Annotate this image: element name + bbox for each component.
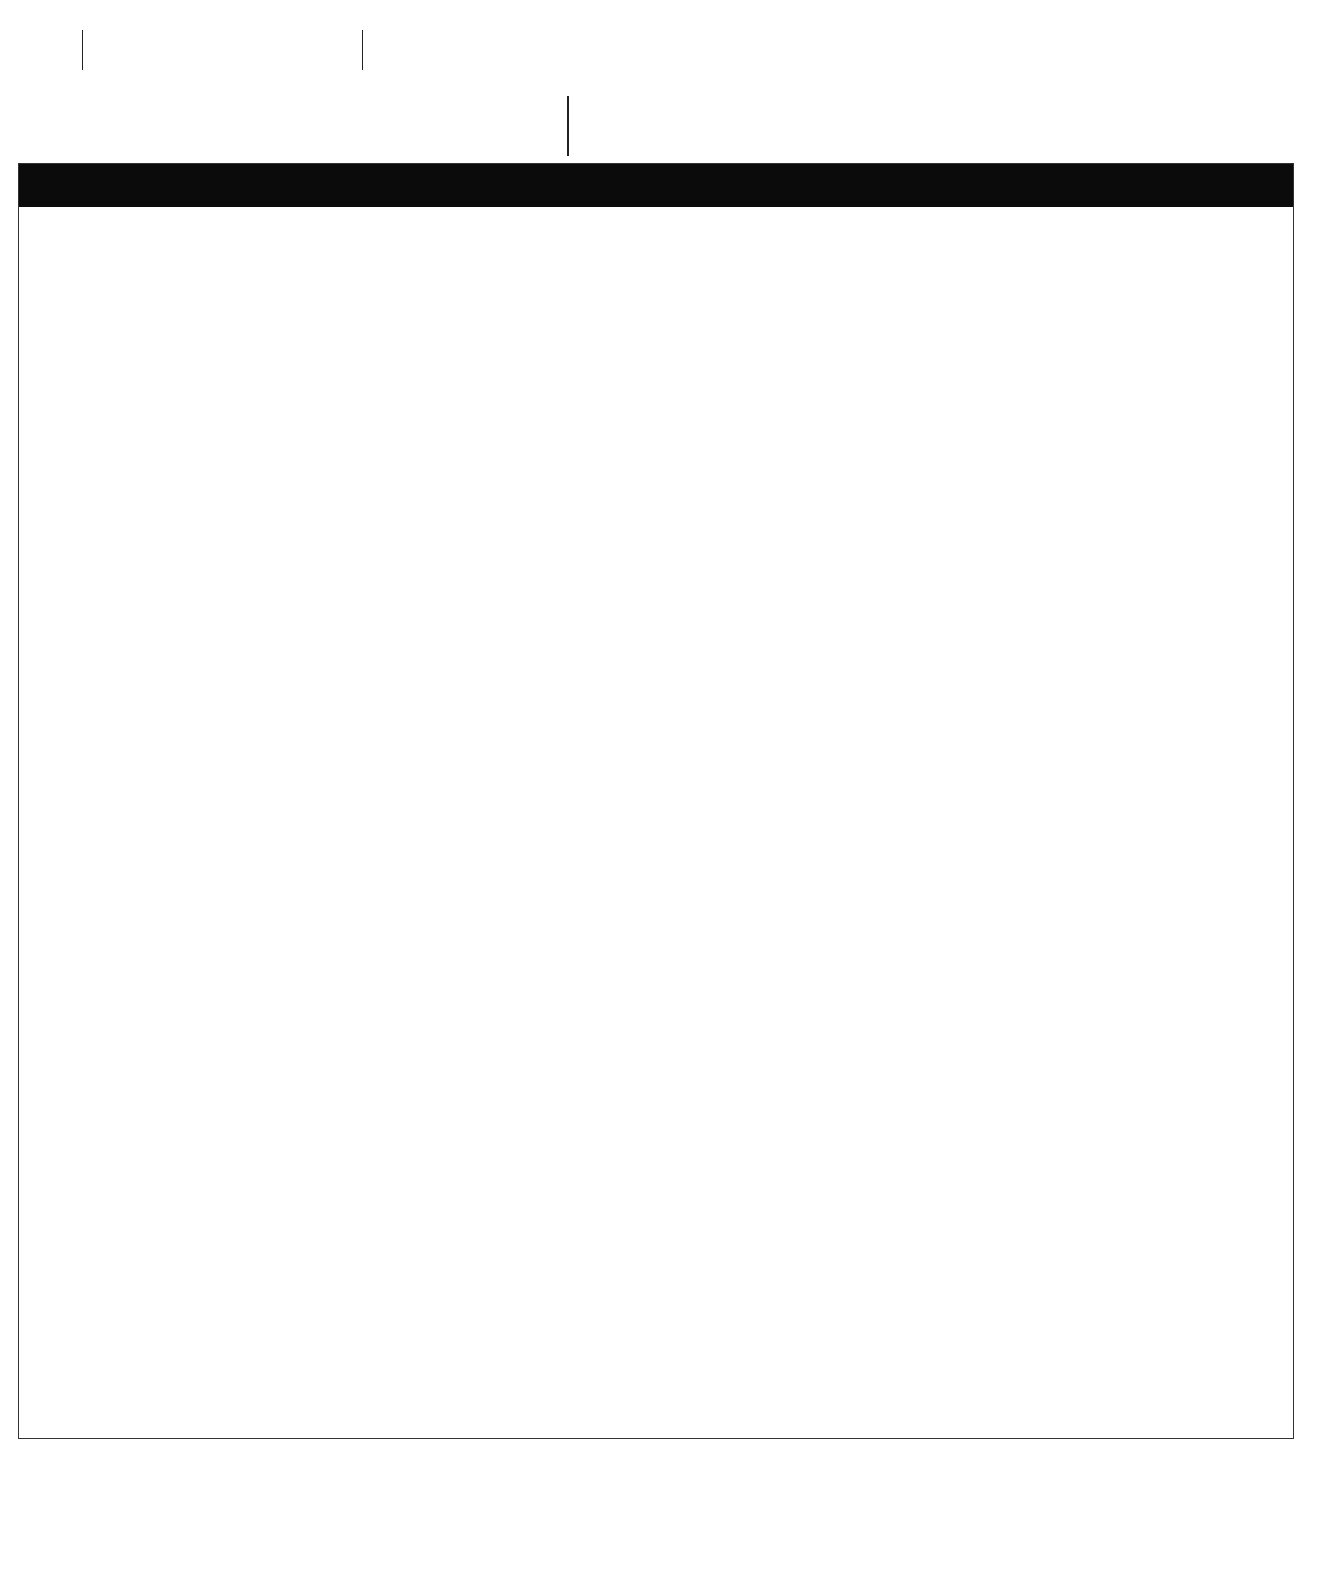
column-header-type <box>381 163 626 207</box>
header-rule-mid <box>362 30 363 70</box>
header-rule-left <box>82 30 83 70</box>
title-divider <box>567 96 569 156</box>
hay-prices-table <box>18 163 1294 1439</box>
column-header-price <box>1054 163 1283 207</box>
column-header-size <box>839 163 1054 207</box>
table-header <box>18 163 1294 207</box>
column-header-grade <box>626 163 839 207</box>
table-outer-border <box>18 163 1294 1439</box>
region-bands <box>18 207 63 1439</box>
